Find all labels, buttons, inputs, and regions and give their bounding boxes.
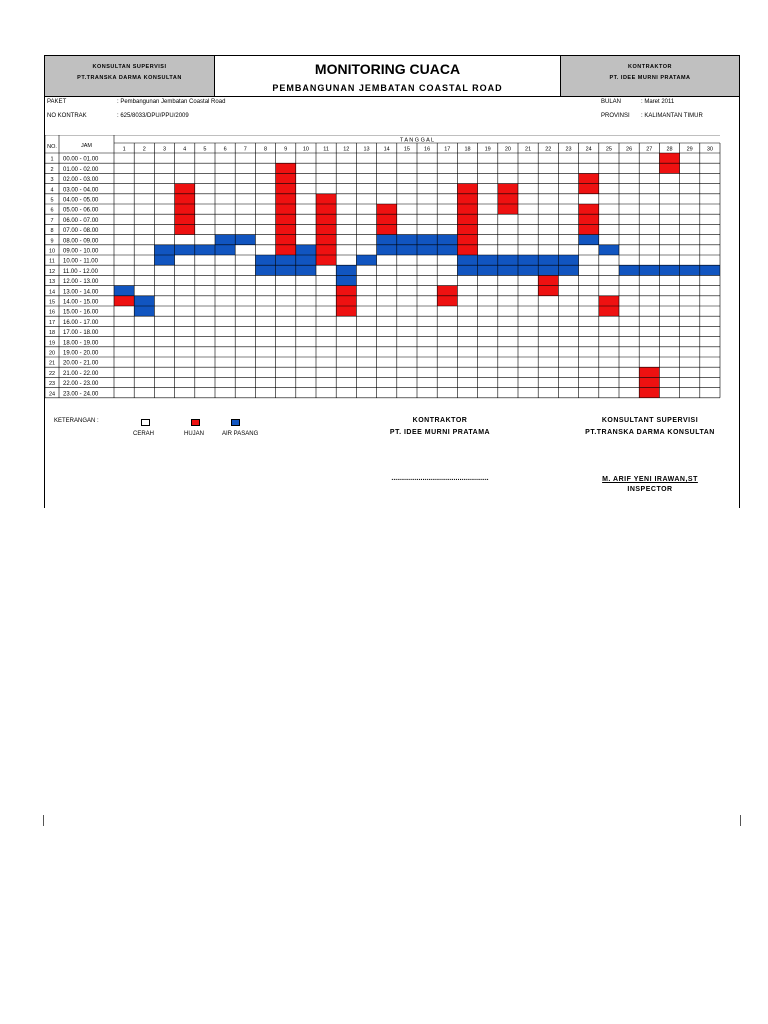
hujan-cell — [498, 204, 518, 214]
row-no: 13 — [48, 279, 56, 286]
air-pasang-cell — [276, 255, 296, 265]
hujan-cell — [639, 367, 659, 377]
hujan-cell — [276, 224, 296, 234]
air-pasang-cell — [498, 255, 518, 265]
air-pasang-cell — [235, 235, 255, 245]
legend-cerah: CERAH — [133, 431, 155, 437]
row-jam: 09.00 - 10.00 — [63, 248, 99, 255]
row-no: 21 — [48, 360, 56, 367]
paket-value: : Pembangunan Jembatan Coastal Road — [117, 99, 226, 105]
hujan-cell — [538, 286, 558, 296]
day-header: 2 — [142, 146, 146, 153]
day-header: 7 — [243, 146, 247, 153]
bulan-label: BULAN — [601, 99, 622, 105]
air-pasang-cell — [457, 255, 477, 265]
day-header: 19 — [484, 146, 491, 153]
hujan-cell — [457, 235, 477, 245]
day-header: 28 — [666, 146, 673, 153]
day-header: 1 — [122, 146, 126, 153]
hujan-cell — [538, 275, 558, 285]
hujan-cell — [377, 204, 397, 214]
air-pasang-cell — [215, 235, 235, 245]
row-no: 18 — [48, 330, 56, 337]
row-no: 22 — [48, 370, 56, 377]
row-no: 10 — [48, 248, 56, 255]
konsultan-title: KONSULTANT SUPERVISI — [601, 417, 699, 424]
hujan-cell — [175, 204, 195, 214]
row-no: 20 — [48, 350, 56, 357]
hujan-cell — [599, 296, 619, 306]
hujan-cell — [276, 214, 296, 224]
kontrak-value: : 625/8033/DPU/PPU/2009 — [117, 113, 189, 119]
konsultan-name: M. ARIF YENI IRAWAN,ST — [602, 476, 698, 483]
row-jam: 15.00 - 16.00 — [63, 309, 99, 316]
row-jam: 21.00 - 22.00 — [63, 370, 99, 377]
hujan-cell — [437, 286, 457, 296]
hujan-cell — [457, 184, 477, 194]
jam-header: JAM — [81, 143, 92, 149]
day-header: 11 — [323, 146, 329, 153]
air-pasang-cell — [134, 306, 154, 316]
row-no: 12 — [48, 268, 56, 275]
air-pasang-swatch — [231, 419, 240, 426]
row-no: 5 — [50, 197, 54, 204]
air-pasang-cell — [134, 296, 154, 306]
hujan-cell — [316, 194, 336, 204]
day-header: 27 — [646, 146, 653, 153]
air-pasang-cell — [518, 265, 538, 275]
day-header: 30 — [706, 146, 713, 153]
hujan-cell — [336, 286, 356, 296]
hujan-cell — [437, 296, 457, 306]
air-pasang-cell — [377, 245, 397, 255]
row-no: 3 — [50, 177, 54, 184]
hujan-cell — [457, 224, 477, 234]
hujan-cell — [175, 224, 195, 234]
air-pasang-cell — [639, 265, 659, 275]
hujan-cell — [498, 194, 518, 204]
row-jam: 01.00 - 02.00 — [63, 166, 99, 173]
row-jam: 04.00 - 05.00 — [63, 197, 99, 204]
hujan-cell — [316, 214, 336, 224]
hujan-swatch — [191, 419, 200, 426]
legend-keterangan: KETERANGAN : — [54, 418, 99, 424]
air-pasang-cell — [215, 245, 235, 255]
day-header: 9 — [284, 146, 288, 153]
konsultan-company: PT.TRANSKA DARMA KONSULTAN — [585, 429, 715, 436]
air-pasang-cell — [336, 275, 356, 285]
air-pasang-cell — [114, 286, 134, 296]
air-pasang-cell — [478, 265, 498, 275]
contractor-label: KONTRAKTOR — [627, 64, 672, 70]
air-pasang-cell — [659, 265, 679, 275]
air-pasang-cell — [558, 255, 578, 265]
hujan-cell — [498, 184, 518, 194]
row-jam: 14.00 - 15.00 — [63, 299, 99, 306]
page-bottom-border — [43, 815, 741, 827]
contractor-header-box — [560, 56, 739, 96]
monitoring-sheet — [44, 55, 740, 508]
paket-label: PAKET — [47, 99, 67, 105]
day-header: 12 — [343, 146, 350, 153]
hujan-cell — [599, 306, 619, 316]
hujan-cell — [276, 235, 296, 245]
row-no: 1 — [50, 156, 54, 163]
air-pasang-cell — [296, 245, 316, 255]
air-pasang-cell — [255, 255, 275, 265]
row-jam: 13.00 - 14.00 — [63, 289, 99, 296]
hujan-cell — [457, 245, 477, 255]
air-pasang-cell — [154, 245, 174, 255]
air-pasang-cell — [599, 245, 619, 255]
air-pasang-cell — [437, 245, 457, 255]
hujan-cell — [377, 224, 397, 234]
day-header: 20 — [504, 146, 511, 153]
day-header: 16 — [424, 146, 431, 153]
row-jam: 18.00 - 19.00 — [63, 340, 99, 347]
bulan-value: : Maret 2011 — [641, 99, 675, 105]
konsultan-role: INSPECTOR — [627, 486, 673, 493]
row-no: 19 — [48, 340, 56, 347]
hujan-cell — [316, 235, 336, 245]
row-jam: 03.00 - 04.00 — [63, 187, 99, 194]
row-no: 11 — [49, 258, 55, 265]
hujan-cell — [579, 173, 599, 183]
hujan-cell — [639, 377, 659, 387]
hujan-cell — [316, 224, 336, 234]
day-header: 5 — [203, 146, 207, 153]
cerah-swatch — [141, 419, 150, 426]
air-pasang-cell — [457, 265, 477, 275]
hujan-cell — [659, 153, 679, 163]
air-pasang-cell — [195, 245, 215, 255]
air-pasang-cell — [276, 265, 296, 275]
air-pasang-cell — [680, 265, 700, 275]
row-jam: 11.00 - 12.00 — [63, 268, 98, 275]
kontrak-label: NO KONTRAK — [47, 113, 87, 119]
air-pasang-cell — [417, 235, 437, 245]
air-pasang-cell — [417, 245, 437, 255]
page-title: MONITORING CUACA — [314, 61, 461, 77]
row-no: 24 — [48, 391, 56, 398]
hujan-cell — [336, 306, 356, 316]
hujan-cell — [457, 214, 477, 224]
day-header: 15 — [403, 146, 410, 153]
day-header: 22 — [545, 146, 552, 153]
row-no: 7 — [50, 217, 54, 224]
row-jam: 05.00 - 06.00 — [63, 207, 99, 214]
hujan-cell — [276, 245, 296, 255]
day-header: 14 — [383, 146, 390, 153]
kontraktor-company: PT. IDEE MURNI PRATAMA — [389, 429, 491, 436]
hujan-cell — [175, 184, 195, 194]
day-header: 10 — [302, 146, 309, 153]
day-header: 21 — [525, 146, 532, 153]
air-pasang-cell — [579, 235, 599, 245]
no-header: NO. — [47, 144, 57, 150]
air-pasang-cell — [154, 255, 174, 265]
row-jam: 16.00 - 17.00 — [63, 319, 99, 326]
hujan-cell — [659, 163, 679, 173]
row-no: 14 — [48, 289, 56, 296]
hujan-cell — [377, 214, 397, 224]
row-no: 6 — [50, 207, 54, 214]
hujan-cell — [579, 224, 599, 234]
consultant-label: KONSULTAN SUPERVISI — [92, 64, 167, 70]
hujan-cell — [579, 204, 599, 214]
row-jam: 12.00 - 13.00 — [63, 279, 99, 286]
day-header: 26 — [626, 146, 633, 153]
row-jam: 00.00 - 01.00 — [63, 156, 99, 163]
day-header: 6 — [223, 146, 227, 153]
kontraktor-title: KONTRAKTOR — [412, 417, 468, 424]
row-jam: 17.00 - 18.00 — [63, 330, 99, 337]
air-pasang-cell — [296, 265, 316, 275]
weather-grid — [45, 135, 741, 407]
contractor-company: PT. IDEE MURNI PRATAMA — [609, 75, 691, 81]
hujan-cell — [175, 194, 195, 204]
air-pasang-cell — [558, 265, 578, 275]
consultant-company: PT.TRANSKA DARMA KONSULTAN — [77, 75, 182, 81]
weather-grid-svg — [45, 135, 741, 407]
air-pasang-cell — [619, 265, 639, 275]
hujan-cell — [276, 184, 296, 194]
air-pasang-cell — [336, 265, 356, 275]
air-pasang-cell — [255, 265, 275, 275]
row-jam: 06.00 - 07.00 — [63, 217, 99, 224]
hujan-cell — [336, 296, 356, 306]
row-jam: 02.00 - 03.00 — [63, 177, 99, 184]
day-header: 23 — [565, 146, 572, 153]
hujan-cell — [457, 204, 477, 214]
row-jam: 07.00 - 08.00 — [63, 228, 99, 235]
consultant-header-box — [45, 56, 215, 96]
air-pasang-cell — [296, 255, 316, 265]
day-header: 4 — [183, 146, 187, 153]
hujan-cell — [175, 214, 195, 224]
provinsi-value: : KALIMANTAN TIMUR — [641, 113, 703, 119]
air-pasang-cell — [377, 235, 397, 245]
hujan-cell — [316, 255, 336, 265]
air-pasang-cell — [518, 255, 538, 265]
air-pasang-cell — [397, 245, 417, 255]
air-pasang-cell — [437, 235, 457, 245]
row-jam: 10.00 - 11.00 — [63, 258, 98, 265]
legend-hujan: HUJAN — [184, 431, 205, 437]
hujan-cell — [579, 184, 599, 194]
air-pasang-cell — [498, 265, 518, 275]
hujan-cell — [316, 204, 336, 214]
row-no: 4 — [50, 187, 54, 194]
row-jam: 19.00 - 20.00 — [63, 350, 99, 357]
row-jam: 08.00 - 09.00 — [63, 238, 99, 245]
day-header: 17 — [444, 146, 451, 153]
row-jam: 20.00 - 21.00 — [63, 360, 99, 367]
hujan-cell — [276, 163, 296, 173]
day-header: 3 — [162, 146, 167, 153]
hujan-cell — [114, 296, 134, 306]
day-header: 25 — [605, 146, 612, 153]
hujan-cell — [276, 204, 296, 214]
day-header: 24 — [585, 146, 592, 153]
air-pasang-cell — [538, 255, 558, 265]
title-box — [215, 56, 560, 96]
sheet-header — [45, 55, 739, 97]
hujan-cell — [579, 214, 599, 224]
day-header: 13 — [363, 146, 370, 153]
provinsi-label: PROVINSI — [601, 113, 630, 119]
tanggal-header: T A N G G A L — [399, 137, 435, 144]
row-no: 23 — [48, 381, 56, 388]
row-no: 15 — [48, 299, 56, 306]
air-pasang-cell — [175, 245, 195, 255]
legend-air-pasang: AIR PASANG — [222, 431, 259, 437]
hujan-cell — [276, 173, 296, 183]
row-no: 2 — [50, 166, 54, 173]
page-subtitle: PEMBANGUNAN JEMBATAN COASTAL ROAD — [272, 83, 503, 93]
row-no: 16 — [48, 309, 56, 316]
air-pasang-cell — [700, 265, 720, 275]
hujan-cell — [639, 388, 659, 398]
row-no: 17 — [48, 319, 56, 326]
air-pasang-cell — [397, 235, 417, 245]
bottom-left-mark — [43, 815, 44, 826]
air-pasang-cell — [478, 255, 498, 265]
air-pasang-cell — [538, 265, 558, 275]
hujan-cell — [457, 194, 477, 204]
kontraktor-sign-line: .................................................. — [391, 475, 489, 482]
day-header: 8 — [263, 146, 268, 153]
bottom-right-mark — [740, 815, 741, 826]
hujan-cell — [316, 245, 336, 255]
air-pasang-cell — [356, 255, 376, 265]
hujan-cell — [276, 194, 296, 204]
day-header: 18 — [464, 146, 471, 153]
row-jam: 23.00 - 24.00 — [63, 391, 99, 398]
day-header: 29 — [686, 146, 693, 153]
row-no: 9 — [50, 238, 54, 245]
row-no: 8 — [50, 228, 54, 235]
row-jam: 22.00 - 23.00 — [63, 381, 99, 388]
